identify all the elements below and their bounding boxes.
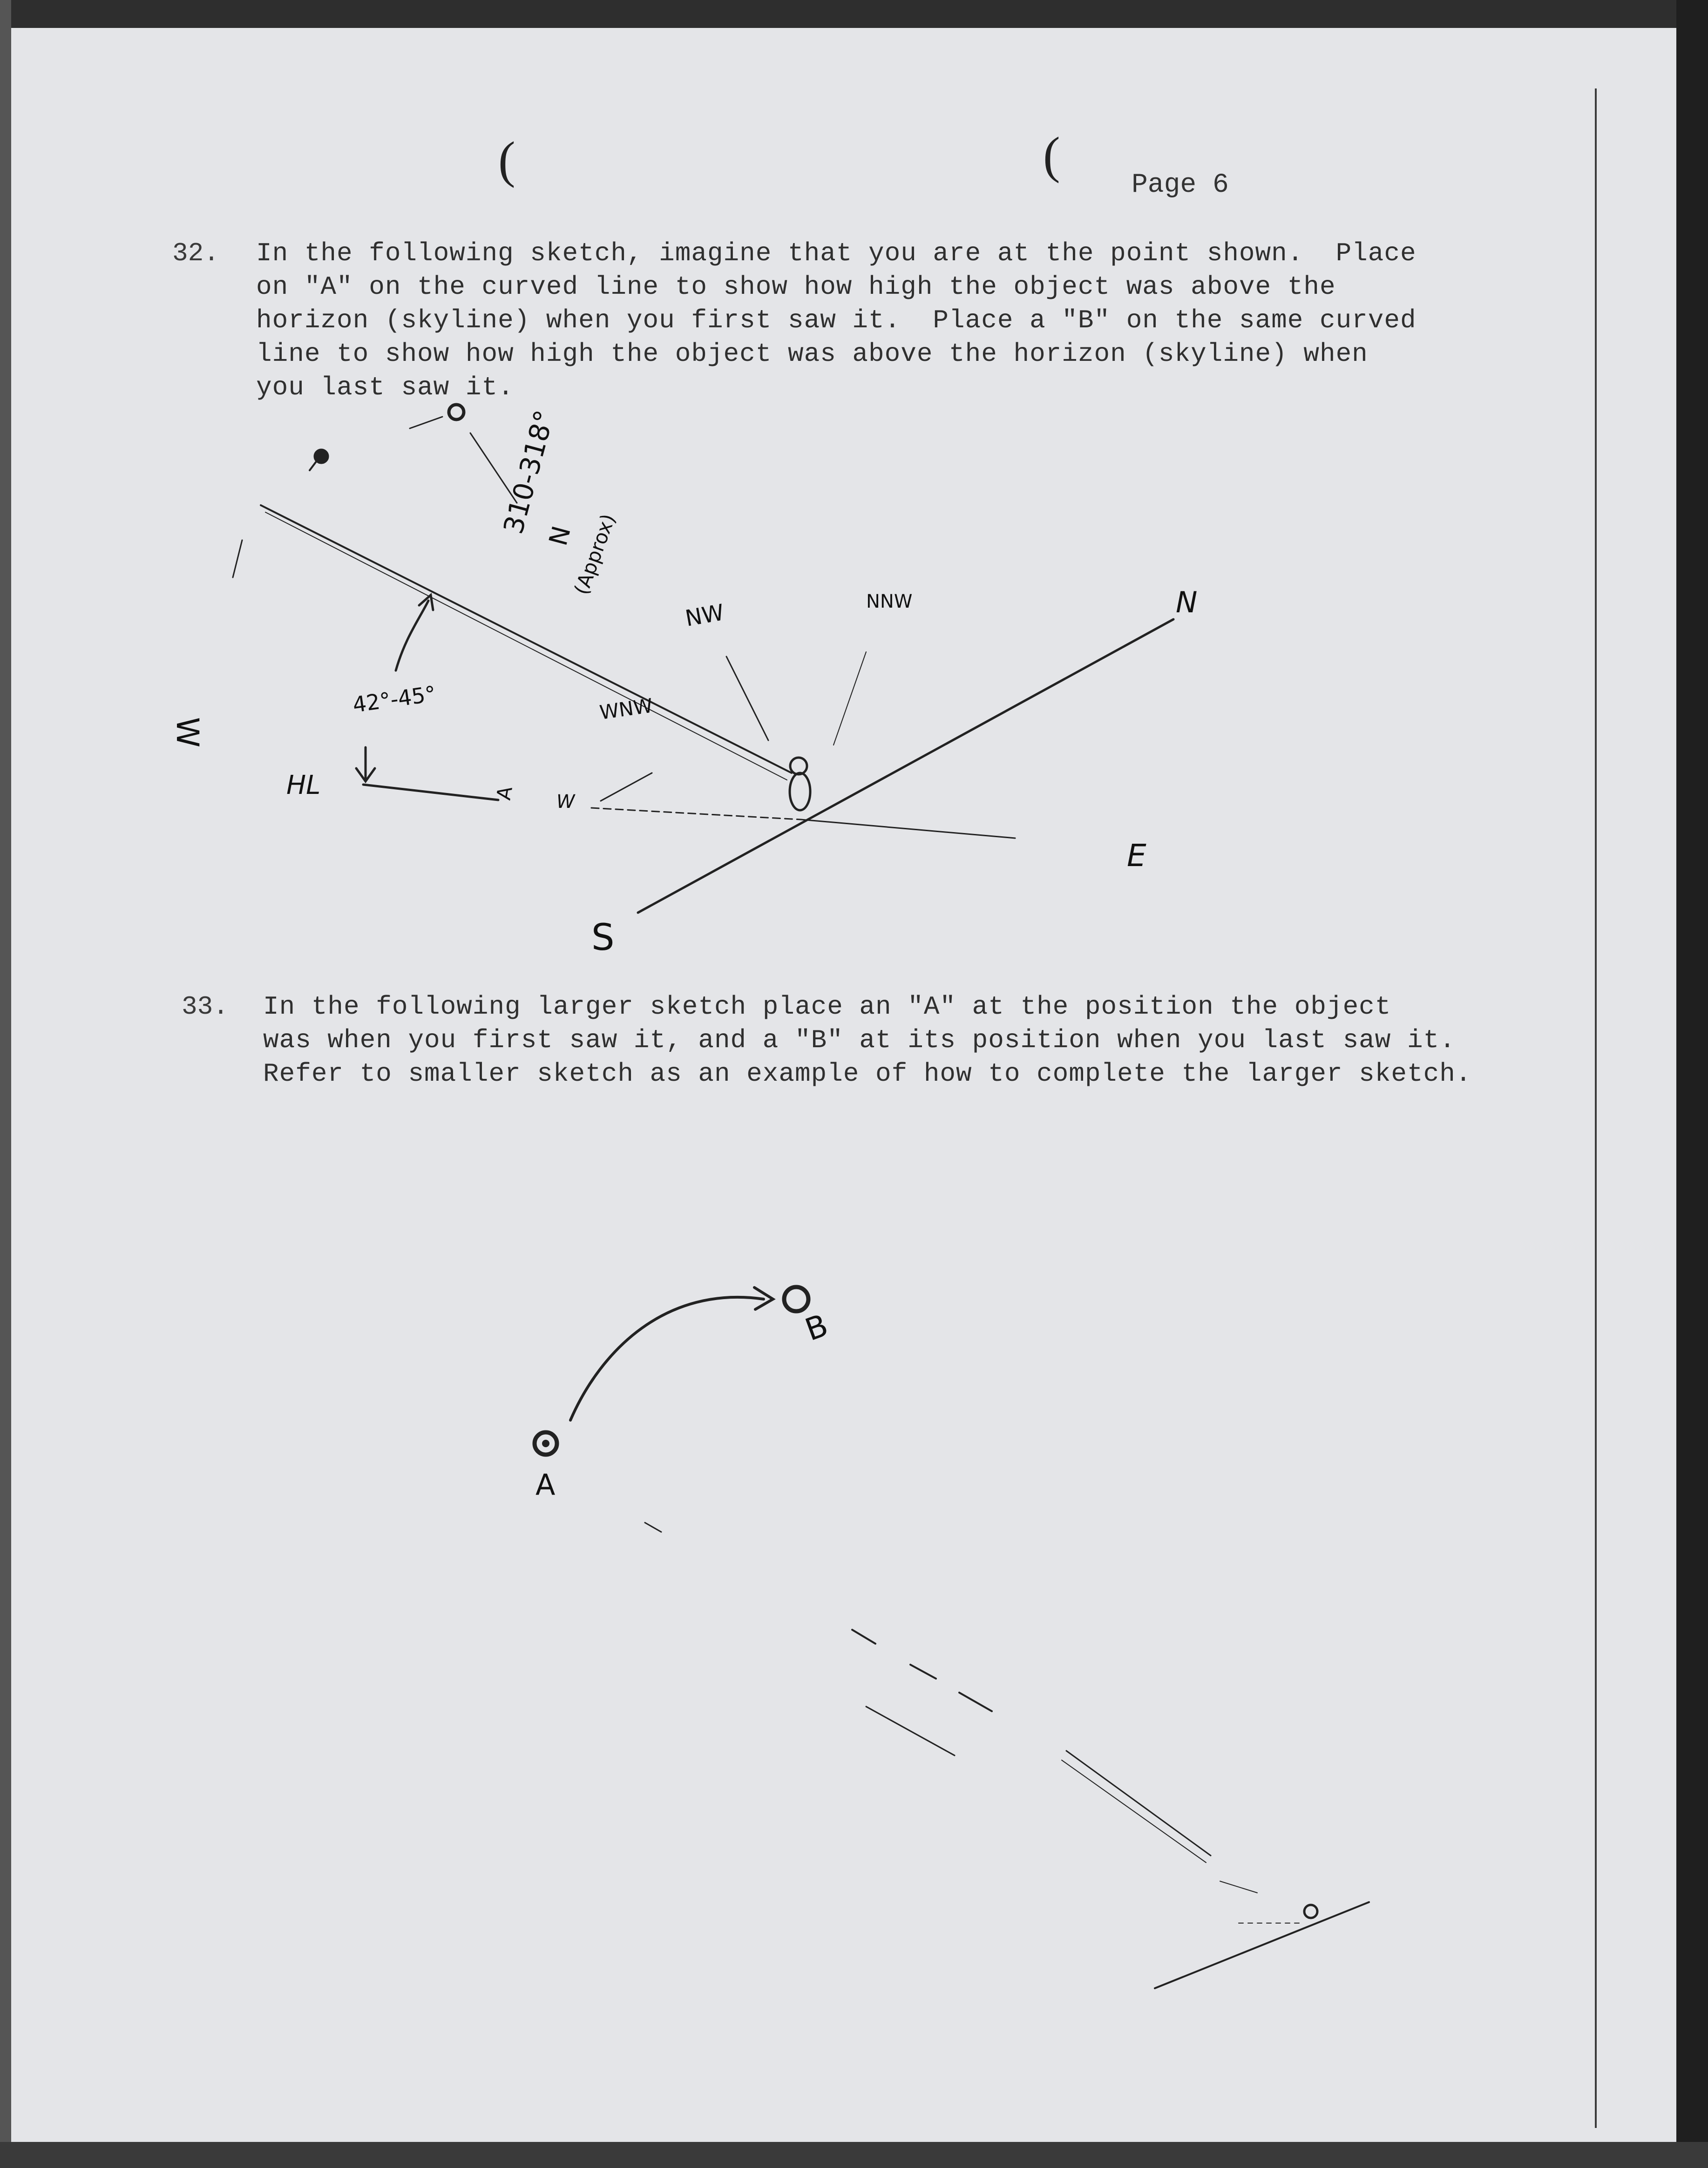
edge-mark bbox=[233, 540, 242, 577]
position-b-label: B bbox=[800, 1307, 833, 1348]
perspective-dash bbox=[645, 1523, 661, 1532]
path-arrow bbox=[570, 1297, 764, 1420]
position-a-dot bbox=[542, 1440, 549, 1447]
angle-arrow-head bbox=[419, 595, 433, 610]
perspective-dash bbox=[1220, 1881, 1257, 1893]
question-32-line: on "A" on the curved line to show how high the object was above the bbox=[256, 272, 1336, 302]
nw-line bbox=[726, 657, 768, 740]
w-tick-line bbox=[601, 773, 652, 801]
sketch-1-diagram bbox=[233, 405, 1173, 913]
perspective-line bbox=[1066, 1751, 1211, 1856]
bearing-n-label: N bbox=[543, 523, 577, 549]
perspective-dash bbox=[910, 1665, 936, 1679]
west-line bbox=[591, 808, 801, 820]
bearing-label: 310-318° bbox=[497, 406, 561, 537]
hl-label: HL bbox=[286, 770, 321, 800]
question-32-line: In the following sketch, imagine that you are at the point shown. Place bbox=[256, 238, 1417, 268]
angle-label: 42°-45° bbox=[351, 681, 438, 718]
observer-marker bbox=[1304, 1905, 1317, 1918]
approx-label: (Approx) bbox=[569, 511, 620, 598]
curved-sky-line-shadow bbox=[265, 512, 787, 780]
perspective-line-shadow bbox=[1062, 1760, 1206, 1863]
question-33-line: Refer to smaller sketch as an example of how to complete the larger sketch. bbox=[263, 1059, 1472, 1089]
question-32-line: you last saw it. bbox=[256, 373, 514, 402]
observer-figure bbox=[790, 773, 810, 810]
question-33-line: In the following larger sketch place an "A" at the position the object bbox=[263, 992, 1391, 1022]
nw-label: NW bbox=[683, 599, 726, 632]
question-32-line: horizon (skyline) when you first saw it. Place a "B" on the same curved bbox=[256, 305, 1417, 335]
east-label: E bbox=[1127, 838, 1146, 874]
sketch-2-labels bbox=[535, 1307, 833, 1502]
perspective-dash bbox=[852, 1630, 875, 1644]
curved-sky-line bbox=[261, 505, 792, 773]
question-32-number: 32. bbox=[172, 238, 219, 268]
north-label: N bbox=[1176, 585, 1198, 619]
perspective-line bbox=[866, 1707, 955, 1755]
object-left-tail bbox=[310, 461, 317, 470]
nnw-label: NNW bbox=[866, 591, 913, 612]
nnw-line bbox=[834, 652, 866, 745]
a-mark-label: A bbox=[492, 784, 517, 802]
object-tail-line bbox=[410, 417, 442, 428]
angle-arrow bbox=[396, 601, 428, 671]
ground-line bbox=[1155, 1902, 1369, 1988]
west-label: W bbox=[169, 717, 205, 748]
punch-mark-left: ( bbox=[498, 131, 515, 188]
sketch-1-labels bbox=[169, 407, 1197, 959]
wnw-label: WNW bbox=[598, 694, 654, 724]
object-circle-top bbox=[449, 405, 464, 420]
horizon-line bbox=[363, 785, 498, 800]
question-33-number: 33. bbox=[182, 992, 229, 1022]
position-a-label: A bbox=[535, 1468, 556, 1502]
observer-head bbox=[790, 758, 807, 774]
sketch-2-diagram bbox=[535, 1287, 1369, 1988]
question-32-line: line to show how high the object was above the horizon (skyline) when bbox=[256, 339, 1368, 369]
position-b-circle bbox=[784, 1287, 808, 1311]
w-small-label: W bbox=[556, 791, 575, 813]
page-number: Page 6 bbox=[1132, 170, 1229, 200]
south-label: S bbox=[591, 917, 615, 959]
north-south-line bbox=[638, 619, 1173, 913]
east-line bbox=[801, 820, 1015, 838]
question-33-line: was when you first saw it, and a "B" at its position when you last saw it. bbox=[263, 1025, 1456, 1055]
perspective-dash bbox=[959, 1693, 992, 1711]
punch-mark-right: ( bbox=[1043, 127, 1060, 183]
